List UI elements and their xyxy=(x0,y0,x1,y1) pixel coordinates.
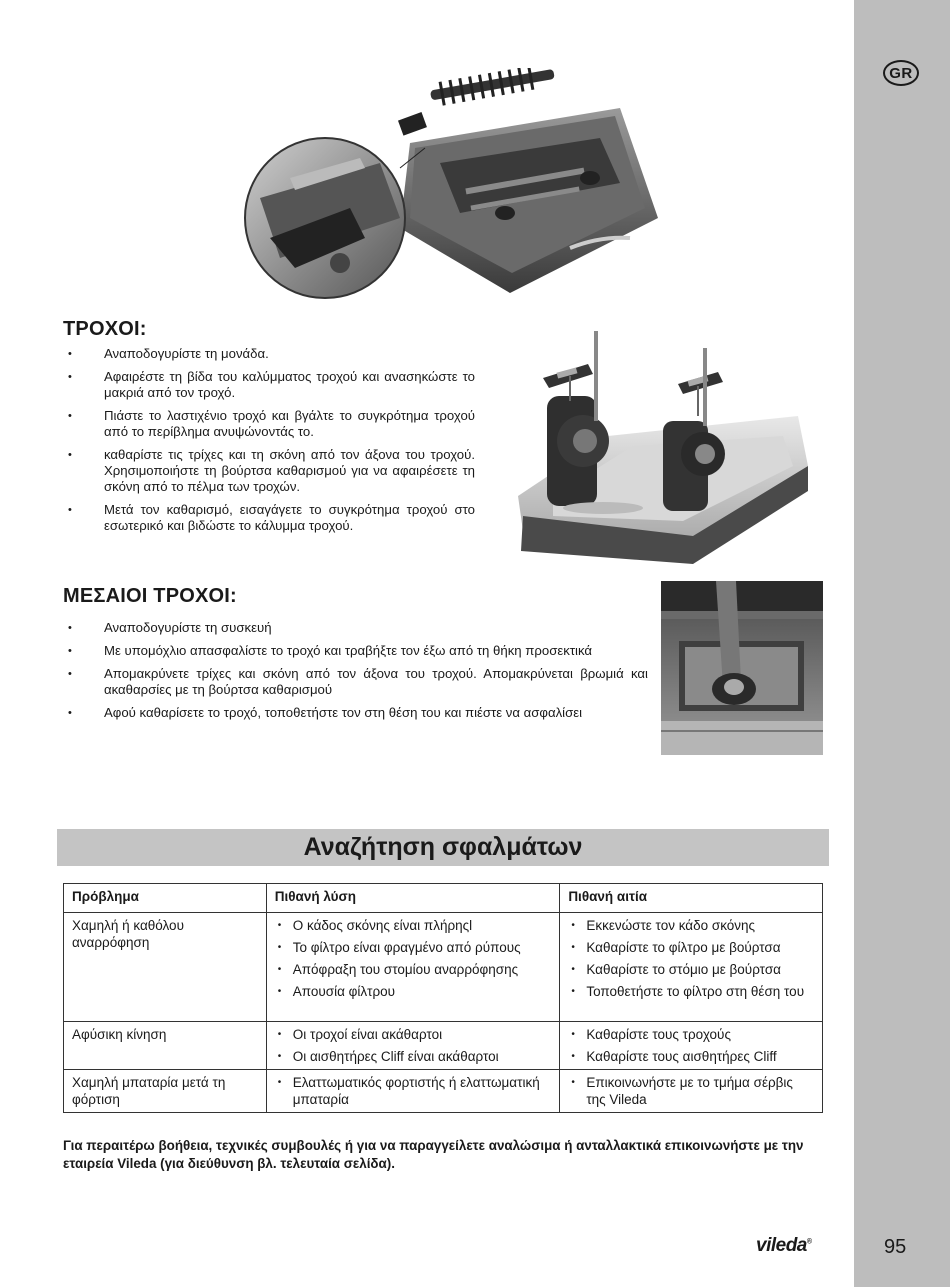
list-item: • Απόφραξη του στομίου αναρρόφησης xyxy=(275,961,552,978)
list-item: • Οι τροχοί είναι ακάθαρτοι xyxy=(275,1026,552,1043)
table-row xyxy=(64,913,823,1022)
brand-name: vileda xyxy=(756,1235,807,1256)
problem-cell: Χαμηλή μπαταρία μετά τη φόρτιση xyxy=(64,1070,267,1113)
column-header-cause: Πιθανή αιτία xyxy=(560,884,823,913)
list-item: • Με υπομόχλιο απασφαλίστε το τροχό και τραβήξτε τον έξω από τη θήκη προσεκτικά xyxy=(63,643,648,659)
list-item: • Τοποθετήστε το φίλτρο στη θέση του xyxy=(568,983,814,1000)
table-row xyxy=(64,1022,823,1070)
registered-mark: ® xyxy=(806,1238,812,1246)
troubleshooting-title: Αναζήτηση σφαλμάτων xyxy=(57,829,829,866)
table-row xyxy=(64,1070,823,1113)
list-item: • Αφού καθαρίσετε το τροχό, τοποθετήστε τον στη θέση του και πιέστε να ασφαλίσει xyxy=(63,705,648,721)
list-item: • Καθαρίστε το φίλτρο με βούρτσα xyxy=(568,939,814,956)
list-item: • Καθαρίστε το στόμιο με βούρτσα xyxy=(568,961,814,978)
brand-logo xyxy=(756,1235,812,1257)
support-note: Για περαιτέρω βοήθεια, τεχνικές συμβουλές ή για να παραγγείλετε αναλώσιμα ή ανταλλακτικά επικοινωνήστε με την εταιρεία Vileda (για διεύθυνση βλ. τελευταία σελίδα). xyxy=(63,1138,804,1171)
list-item: • Οι αισθητήρες Cliff είναι ακάθαρτοι xyxy=(275,1048,552,1065)
cause-cell xyxy=(560,1070,823,1113)
wheels-heading: ΤΡΟΧΟΙ: xyxy=(63,318,147,340)
cause-cell xyxy=(560,1022,823,1070)
brush-removal-illustration xyxy=(240,68,660,303)
troubleshooting-table xyxy=(63,883,823,1113)
list-item: • Καθαρίστε τους αισθητήρες Cliff xyxy=(568,1048,814,1065)
solution-cell xyxy=(266,913,560,1022)
solution-cell xyxy=(266,1070,560,1113)
middle-wheels-steps-list xyxy=(63,620,648,728)
wheel-removal-illustration xyxy=(513,326,813,571)
list-item: • Αφαιρέστε τη βίδα του καλύμματος τροχού και ανασηκώστε το μακριά από τον τροχό. xyxy=(63,369,475,401)
problem-cell: Χαμηλή ή καθόλου αναρρόφηση xyxy=(64,913,267,1022)
problem-cell: Αφύσικη κίνηση xyxy=(64,1022,267,1070)
list-item: • Απομακρύνετε τρίχες και σκόνη από τον άξονα του τροχού. Απομακρύνεται βρωμιά και ακαθαρσίες με τη βούρτσα καθαρισμού xyxy=(63,666,648,698)
list-item: • Εκκενώστε τον κάδο σκόνης xyxy=(568,917,814,934)
page-number: 95 xyxy=(884,1236,907,1258)
wheels-steps-list xyxy=(63,346,475,541)
list-item: • Καθαρίστε τους τροχούς xyxy=(568,1026,814,1043)
column-header-solution: Πιθανή λύση xyxy=(266,884,560,913)
list-item: • Αναποδογυρίστε τη μονάδα. xyxy=(63,346,475,362)
cause-cell xyxy=(560,913,823,1022)
list-item: • Μετά τον καθαρισμό, εισαγάγετε το συγκρότημα τροχού στο εσωτερικό και βιδώστε το κάλυμμα τροχού. xyxy=(63,502,475,534)
list-item: • Ο κάδος σκόνης είναι πλήρηςl xyxy=(275,917,552,934)
solution-cell xyxy=(266,1022,560,1070)
middle-wheels-heading: ΜΕΣΑΙΟΙ ΤΡΟΧΟΙ: xyxy=(63,585,237,607)
middle-wheel-photo xyxy=(661,581,823,755)
list-item: • Επικοινωνήστε με το τμήμα σέρβις της Vileda xyxy=(568,1074,814,1108)
table-header-row xyxy=(64,884,823,913)
list-item: • Το φίλτρο είναι φραγμένο από ρύπους xyxy=(275,939,552,956)
list-item: • Πιάστε το λαστιχένιο τροχό και βγάλτε το συγκρότημα τροχού από το περίβλημα ανυψώνοντάς το. xyxy=(63,408,475,440)
column-header-problem: Πρόβλημα xyxy=(64,884,267,913)
list-item: • Ελαττωματικός φορτιστής ή ελαττωματική μπαταρία xyxy=(275,1074,552,1108)
language-badge: GR xyxy=(883,60,919,86)
side-bar xyxy=(854,0,950,1287)
list-item: • καθαρίστε τις τρίχες και τη σκόνη από τον άξονα του τροχού. Χρησιμοποιήστε τη βούρτσα καθαρισμού για να αφαιρέσετε τη σκόνη από το πέλμα των τροχών. xyxy=(63,447,475,495)
list-item: • Απουσία φίλτρου xyxy=(275,983,552,1000)
list-item: • Αναποδογυρίστε τη συσκευή xyxy=(63,620,648,636)
